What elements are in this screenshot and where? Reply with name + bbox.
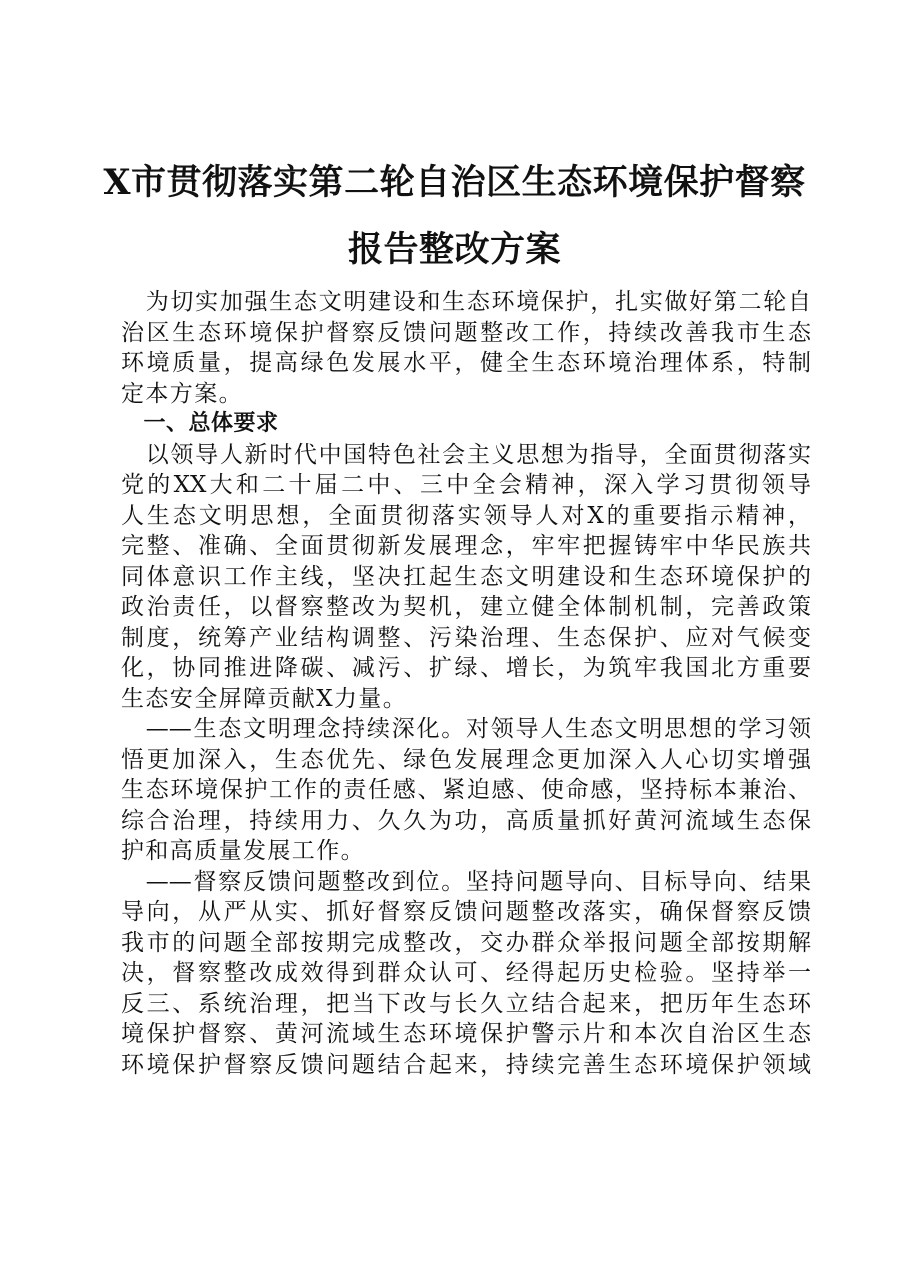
paragraph-line: 导向，从严从实、抓好督察反馈问题整改落实，确保督察反馈: [121, 899, 811, 925]
paragraph-line: 制度，统筹产业结构调整、污染治理、生态保护、应对气候变: [121, 624, 811, 651]
paragraph-line: 生态环境保护工作的责任感、紧迫感、使命感，坚持标本兼治、: [121, 777, 811, 803]
paragraph-line: ——生态文明理念持续深化。对领导人生态文明思想的学习领: [121, 716, 811, 742]
paragraph-line: 我市的问题全部按期完成整改，交办群众举报问题全部按期解: [121, 929, 811, 956]
document-title-line-1: X市贯彻落实第二轮自治区生态环境保护督察: [103, 162, 806, 203]
paragraph-line: ——督察反馈问题整改到位。坚持问题导向、目标导向、结果: [121, 868, 811, 895]
paragraph-line: 环境质量，提高绿色发展水平，健全生态环境治理体系，特制: [121, 350, 811, 376]
paragraph-line: 环境保护督察反馈问题结合起来，持续完善生态环境保护领域: [121, 1051, 811, 1078]
paragraph-line: 生态安全屏障贡献X力量。: [121, 685, 408, 712]
paragraph-line: 境保护督察、黄河流域生态环境保护警示片和本次自治区生态: [121, 1021, 811, 1047]
paragraph-line: 党的XX大和二十届二中、三中全会精神，深入学习贯彻领导: [121, 472, 811, 498]
paragraph-line: 定本方案。: [121, 380, 243, 407]
paragraph-line: 以领导人新时代中国特色社会主义思想为指导，全面贯彻落实: [121, 441, 811, 468]
paragraph-line: 反三、系统治理，把当下改与长久立结合起来，把历年生态环: [121, 990, 811, 1017]
paragraph-line: 决，督察整改成效得到群众认可、经得起历史检验。坚持举一: [121, 960, 811, 986]
paragraph-line: 治区生态环境保护督察反馈问题整改工作，持续改善我市生态: [121, 319, 811, 346]
document-body: [121, 287, 811, 1080]
paragraph-line: 完整、准确、全面贯彻新发展理念，牢牢把握铸牢中华民族共: [121, 533, 811, 559]
paragraph-line: 悟更加深入，生态优先、绿色发展理念更加深入人心切实增强: [121, 746, 811, 773]
paragraph-line: 同体意识工作主线，坚决扛起生态文明建设和生态环境保护的: [121, 563, 811, 590]
paragraph-line: 化，协同推进降碳、减污、扩绿、增长，为筑牢我国北方重要: [121, 655, 811, 681]
paragraph-line: 护和高质量发展工作。: [121, 838, 365, 864]
document-title-line-2: 报告整改方案: [347, 229, 561, 270]
section-heading: 一、总体要求: [121, 411, 279, 436]
paragraph-line: 人生态文明思想，全面贯彻落实领导人对X的重要指示精神，: [121, 502, 811, 529]
paragraph-line: 政治责任，以督察整改为契机，建立健全体制机制，完善政策: [121, 594, 811, 620]
paragraph-line: 为切实加强生态文明建设和生态环境保护，扎实做好第二轮自: [121, 289, 811, 315]
paragraph-line: 综合治理，持续用力、久久为功，高质量抓好黄河流域生态保: [121, 807, 811, 834]
